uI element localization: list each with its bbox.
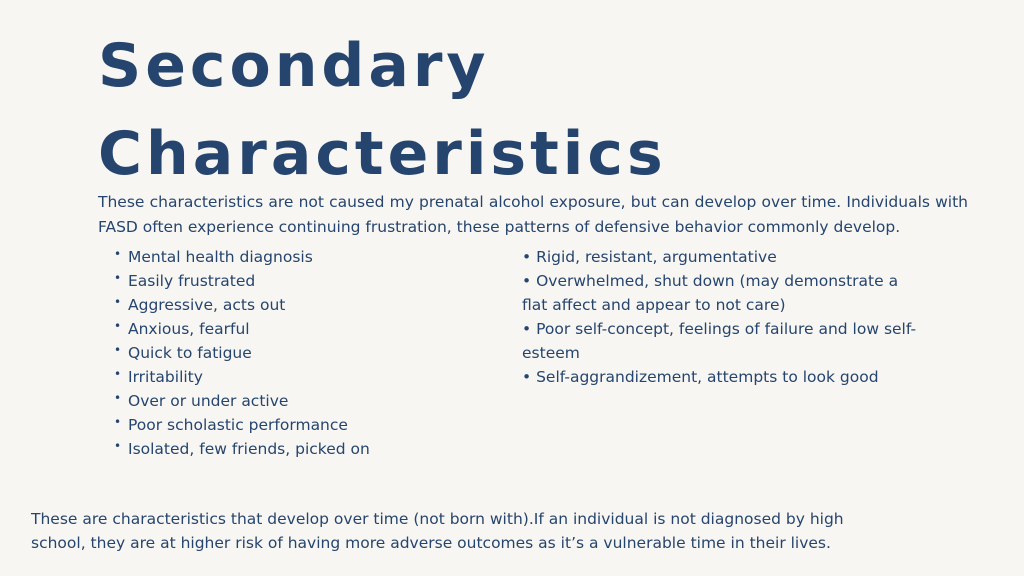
footer-paragraph: These are characteristics that develop over time (not born with).If an individual is not diagnosed by high school, they are at higher risk of having more adverse outcomes as it’s a vulnerable time in their lives. (31, 510, 844, 552)
bullet-icon: • (114, 343, 122, 357)
bullet-icon: • (114, 271, 122, 285)
list-item: • Over or under active (114, 391, 289, 410)
list-item: • Isolated, few friends, picked on (114, 439, 370, 458)
title-line-1: Secondary (98, 31, 490, 101)
bullet-icon: • (114, 295, 122, 309)
bullet-icon: • (114, 247, 122, 261)
list-item: • Rigid, resistant, argumentative (522, 248, 777, 266)
bullet-icon: • (114, 439, 122, 453)
list-item: • Overwhelmed, shut down (may demonstrate a flat affect and appear to not care) (522, 272, 899, 314)
bullet-icon: • (114, 367, 122, 381)
list-item: • Mental health diagnosis (114, 247, 313, 266)
bullet-icon: • (114, 391, 122, 405)
page-title (98, 22, 667, 198)
intro-paragraph: These characteristics are not caused my prenatal alcohol exposure, but can develop over time. Individuals with FASD often experience continuing frustration, these patterns of defensive behavior commonly develop. (98, 193, 968, 236)
title-line-2: Characteristics (98, 119, 667, 189)
list-item: • Quick to fatigue (114, 343, 252, 362)
left-bullet-list (114, 245, 370, 461)
list-item: • Anxious, fearful (114, 319, 250, 338)
list-item: • Poor self-concept, feelings of failure and low self-esteem (522, 320, 917, 362)
bullet-icon: • (114, 319, 122, 333)
list-item: • Self-aggrandizement, attempts to look good (522, 368, 879, 386)
list-item: • Poor scholastic performance (114, 415, 348, 434)
list-item: • Easily frustrated (114, 271, 256, 290)
list-item: • Aggressive, acts out (114, 295, 286, 314)
bullet-icon: • (114, 415, 122, 429)
right-bullet-list (522, 245, 922, 389)
list-item: • Irritability (114, 367, 203, 386)
